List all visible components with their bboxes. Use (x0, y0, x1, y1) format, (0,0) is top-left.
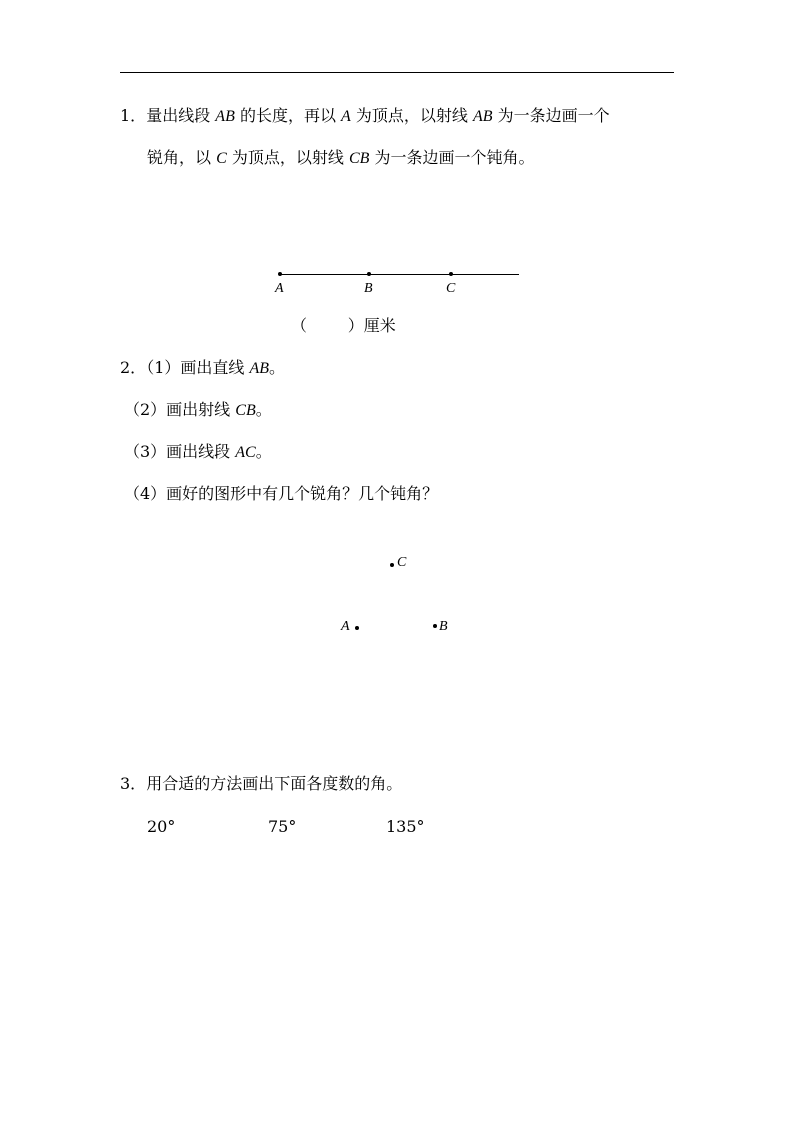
q1-answer-blank[interactable]: （ ）厘米 (291, 316, 396, 335)
q1-text: 为一条边画一个 (497, 106, 610, 125)
q2-item-var: CB (235, 402, 256, 419)
q2-item-text: （3）画出线段 (124, 442, 231, 461)
header-rule (120, 72, 674, 73)
q2-point-b (433, 624, 437, 628)
q1-var-ab: AB (473, 108, 493, 125)
q3-prompt: 用合适的方法画出下面各度数的角。 (146, 774, 403, 793)
q1-point-b (367, 272, 371, 276)
q1-label-a: A (275, 281, 284, 296)
q3-angle-1: 20° (147, 817, 176, 836)
q2-label-b: B (439, 619, 448, 634)
q1-text: 为一条边画一个钝角。 (374, 148, 535, 167)
q2-item-var: AC (235, 444, 256, 461)
q2-item-4 (124, 484, 438, 504)
q2-point-a (355, 626, 359, 630)
q3-text (120, 774, 402, 794)
q1-line2 (147, 148, 535, 169)
q1-label-c: C (446, 281, 456, 296)
q2-label-a: A (341, 619, 350, 634)
q2-item-text: （1）画出直线 (146, 358, 245, 377)
q1-number: 1． (120, 106, 147, 125)
q3-number: 3． (120, 774, 147, 793)
q3-angle-3: 135° (386, 817, 425, 836)
q1-text: 的长度，再以 (239, 106, 336, 125)
q1-point-a (278, 272, 282, 276)
q2-label-c: C (397, 555, 407, 570)
q1-label-b: B (364, 281, 373, 296)
q2-item-var: AB (249, 360, 270, 377)
q1-var-c: C (216, 150, 227, 167)
q2-item-2 (124, 400, 272, 421)
q1-text: 量出线段 (146, 106, 211, 125)
q1-text: 为顶点，以射线 (355, 106, 468, 125)
q2-item-suffix: 。 (269, 358, 286, 377)
q1-var-cb: CB (348, 150, 370, 167)
q2-item-1 (120, 358, 285, 379)
q1-text: 锐角，以 (147, 148, 212, 167)
q1-var-a: A (341, 108, 351, 125)
q2-item-text: （4）画好的图形中有几个锐角？几个钝角？ (124, 484, 439, 503)
q1-text: 为顶点，以射线 (231, 148, 344, 167)
q1-point-c (449, 272, 453, 276)
q1-line-figure (280, 274, 519, 275)
q3-angle-2: 75° (268, 817, 297, 836)
q2-number: 2． (120, 358, 147, 377)
q2-item-suffix: 。 (255, 442, 272, 461)
q2-item-3 (124, 442, 272, 463)
q1-line1 (120, 106, 610, 127)
q1-var-ab: AB (215, 108, 235, 125)
q2-item-suffix: 。 (255, 400, 272, 419)
q2-point-c (390, 563, 394, 567)
q2-item-text: （2）画出射线 (124, 400, 231, 419)
